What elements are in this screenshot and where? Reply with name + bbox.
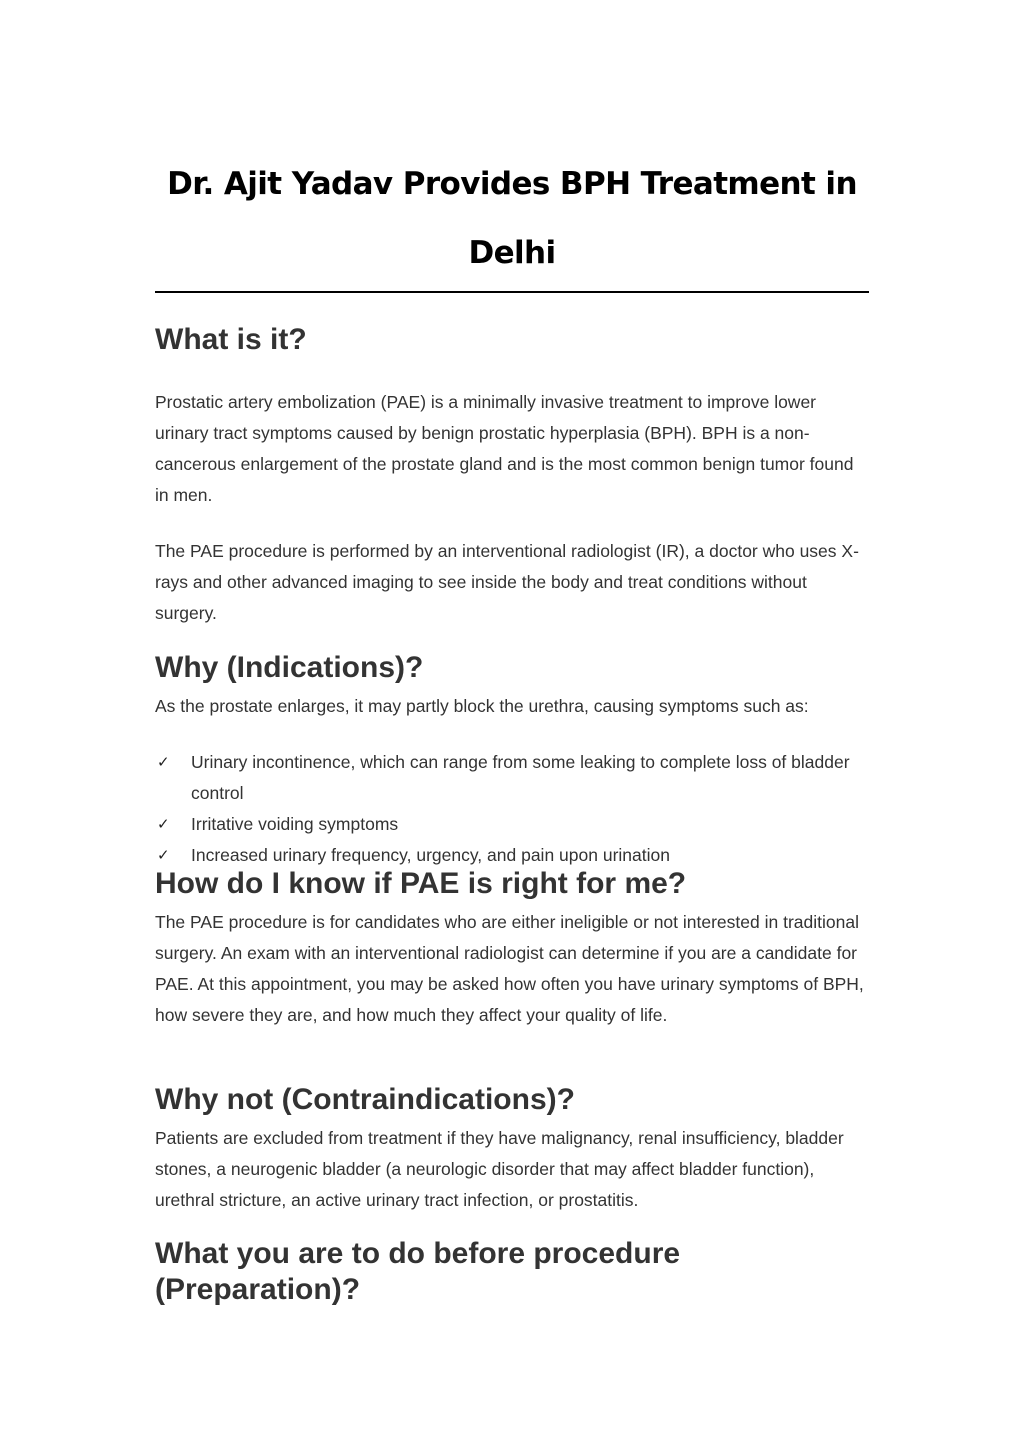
section-heading-right-for-me: How do I know if PAE is right for me?: [155, 867, 687, 900]
section-heading-preparation: [155, 1236, 680, 1308]
list-item: [155, 809, 869, 840]
right-for-me-paragraph: The PAE procedure is for candidates who are either ineligible or not interested in traditional surgery. An exam with an interventional radiologist can determine if you are a candidate for PAE. At this appointment, you may be asked how often you have urinary symptoms of BPH, how severe they are, and how much they affect your quality of life.: [155, 912, 864, 1025]
check-icon: ✓: [157, 753, 170, 771]
title-divider: [155, 291, 869, 293]
section-heading-indications: Why (Indications)?: [155, 651, 424, 684]
page-title: Dr. Ajit Yadav Provides BPH Treatment in Delhi: [167, 166, 857, 271]
list-item-text: Increased urinary frequency, urgency, and pain upon urination: [191, 845, 670, 865]
section-heading-contraindications: Why not (Contraindications)?: [155, 1083, 575, 1116]
list-item: [155, 747, 869, 809]
what-is-it-paragraph-2: The PAE procedure is performed by an interventional radiologist (IR), a doctor who uses X-rays and other advanced imaging to see inside the body and treat conditions without surgery.: [155, 541, 859, 623]
section-heading-what-is-it: What is it?: [155, 323, 307, 356]
preparation-heading-line-2: (Preparation)?: [155, 1273, 361, 1306]
what-is-it-paragraph-1: Prostatic artery embolization (PAE) is a minimally invasive treatment to improve lower urinary tract symptoms caused by benign prostatic hyperplasia (BPH). BPH is a non-cancerous enlargement of the prostate gland and is the most common benign tumor found in men.: [155, 392, 854, 505]
preparation-heading-line-1: What you are to do before procedure: [155, 1237, 681, 1270]
list-item-text: Urinary incontinence, which can range from some leaking to complete loss of bladder control: [191, 752, 850, 803]
contraindications-paragraph: Patients are excluded from treatment if they have malignancy, renal insufficiency, bladder stones, a neurogenic bladder (a neurologic disorder that may affect bladder function), urethral stricture, an active urinary tract infection, or prostatitis.: [155, 1128, 844, 1210]
indications-intro: As the prostate enlarges, it may partly block the urethra, causing symptoms such as:: [155, 696, 809, 716]
list-item-text: Irritative voiding symptoms: [191, 814, 399, 834]
indications-checklist: [155, 747, 869, 871]
check-icon: ✓: [157, 846, 170, 864]
check-icon: ✓: [157, 815, 170, 833]
